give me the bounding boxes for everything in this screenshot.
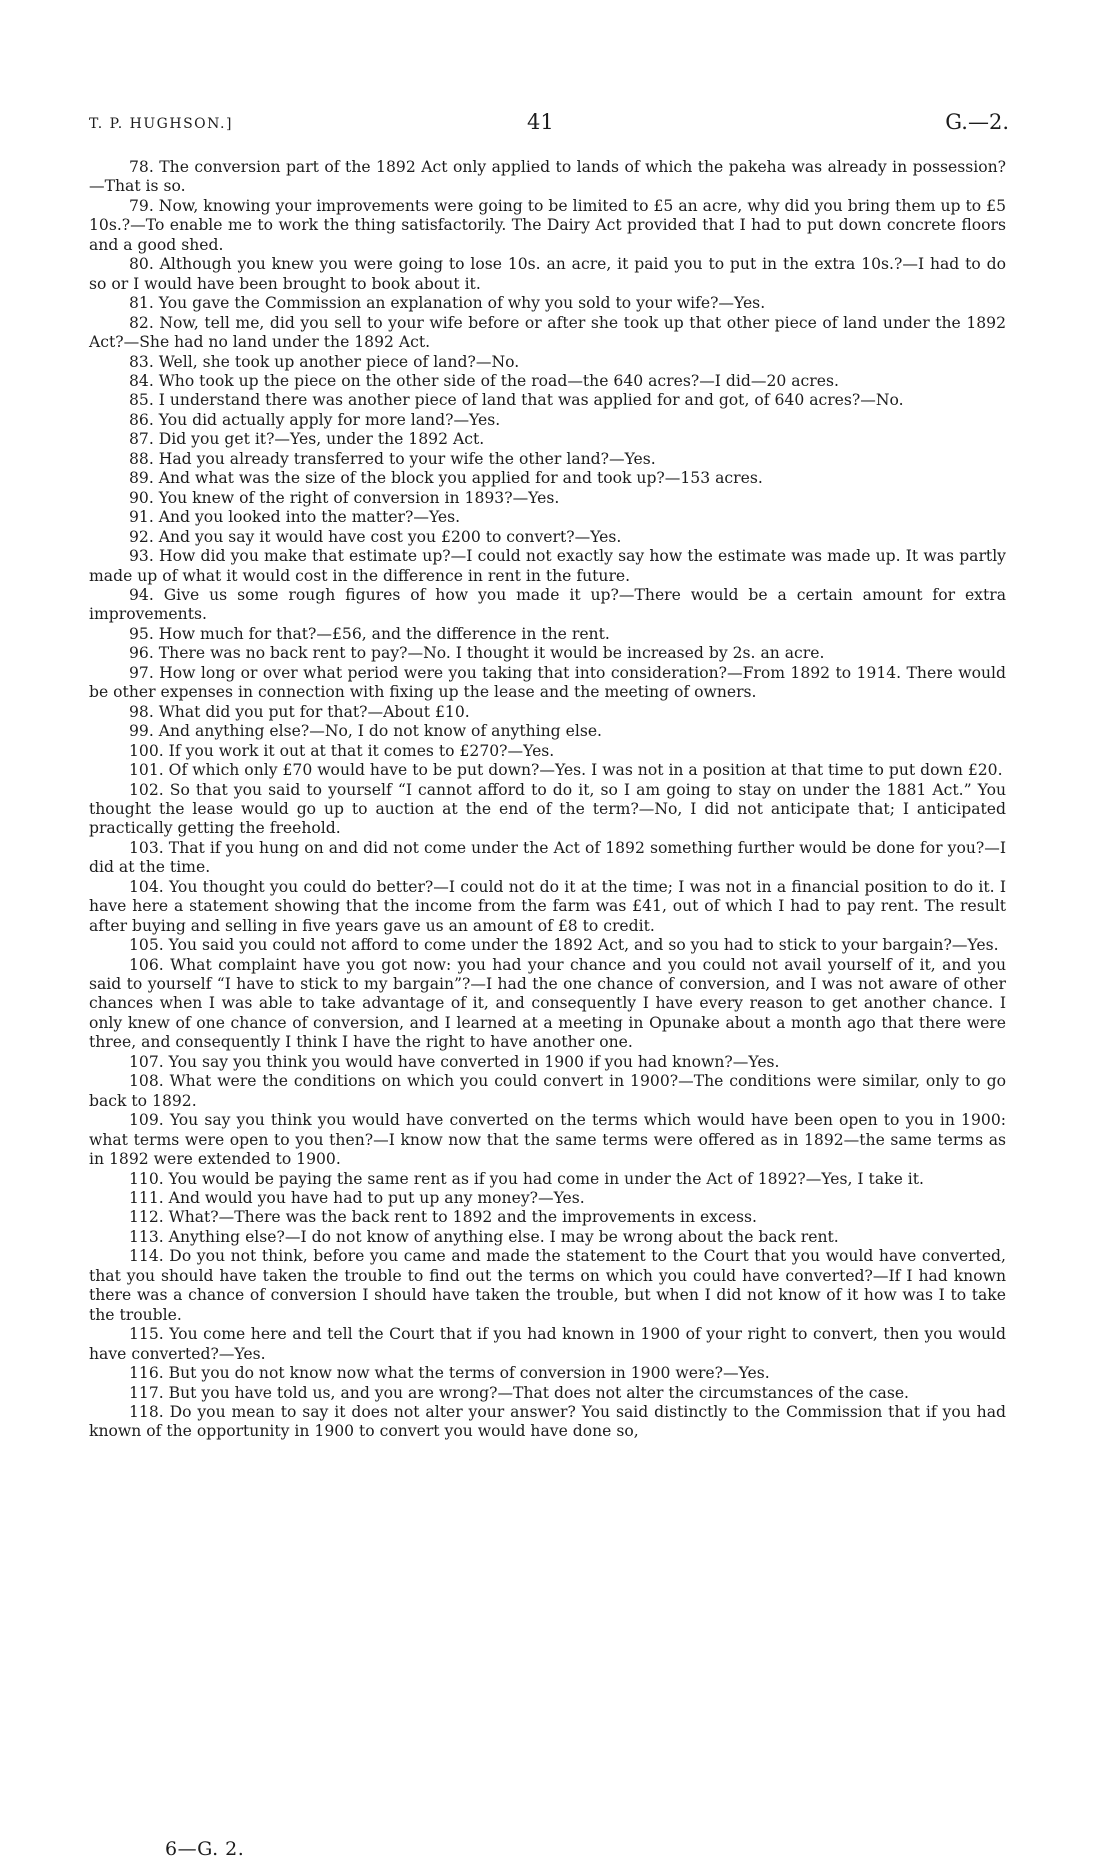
question-answer-paragraph: 118. Do you mean to say it does not alter your answer? You said distinctly to the Commission that if you had known of the opportunity in 1900 to convert you would have done so,: [89, 1403, 1006, 1441]
question-answer-paragraph: 111. And would you have had to put up any money?—Yes.: [129, 1189, 585, 1208]
question-answer-paragraph: 117. But you have told us, and you are wrong?—That does not alter the circumstances of the case.: [129, 1383, 910, 1402]
question-answer-paragraph: 79. Now, knowing your improvements were going to be limited to £5 an acre, why did you bring them up to £5 10s.?—To enable me to work the thing satisfactorily. The Dairy Act provided that I had to put down concrete floors and a good shed.: [89, 196, 1006, 254]
question-answer-paragraph: 83. Well, she took up another piece of land?—No.: [129, 352, 520, 371]
question-answer-paragraph: 80. Although you knew you were going to lose 10s. an acre, it paid you to put in the extra 10s.?—I had to do so or I would have been brought to book about it.: [89, 255, 1006, 293]
question-answer-paragraph: 113. Anything else?—I do not know of anything else. I may be wrong about the back rent.: [129, 1227, 839, 1246]
testimony-body: [89, 158, 1006, 1442]
question-answer-paragraph: 102. So that you said to yourself “I cannot afford to do it, so I am going to stay on under the 1881 Act.” You thought the lease would go up to auction at the end of the term?—No, I did not anticipate that; I anticipated practically getting the freehold.: [89, 780, 1006, 838]
question-answer-paragraph: 89. And what was the size of the block you applied for and took up?—153 acres.: [129, 469, 763, 488]
question-answer-paragraph: 116. But you do not know now what the terms of conversion in 1900 were?—Yes.: [129, 1364, 770, 1383]
question-answer-paragraph: 99. And anything else?—No, I do not know of anything else.: [129, 722, 603, 741]
question-answer-paragraph: 103. That if you hung on and did not come under the Act of 1892 something further would be done for you?—I did at the time.: [89, 838, 1006, 877]
question-answer-paragraph: 108. What were the conditions on which you could convert in 1900?—The conditions were similar, only to go back to 1892.: [89, 1072, 1006, 1110]
question-answer-paragraph: 106. What complaint have you got now: you had your chance and you could not avail yourself of it, and you said to yourself “I have to stick to my bargain”?—I had the one chance of conversion, and I was not aware of other chances when I was able to take advantage of it, and consequently I have every reason to get another chance. I only knew of one chance of conversion, and I learned at a meeting in Opunake about a month ago that there were three, and consequently I think I have the right to have another one.: [89, 955, 1006, 1052]
question-answer-paragraph: 78. The conversion part of the 1892 Act only applied to lands of which the pakeha was already in possession?—That is so.: [89, 158, 1006, 196]
question-answer-paragraph: 85. I understand there was another piece of land that was applied for and got, of 640 acres?—No.: [129, 391, 904, 410]
question-answer-paragraph: 110. You would be paying the same rent as if you had come in under the Act of 1892?—Yes, I take it.: [129, 1169, 924, 1188]
question-answer-paragraph: 96. There was no back rent to pay?—No. I thought it would be increased by 2s. an acre.: [129, 644, 825, 663]
question-answer-paragraph: 107. You say you think you would have converted in 1900 if you had known?—Yes.: [129, 1052, 780, 1071]
question-answer-paragraph: 115. You come here and tell the Court that if you had known in 1900 of your right to convert, then you would have converted?—Yes.: [89, 1325, 1006, 1363]
footer-signature: 6—G. 2.: [165, 1838, 245, 1860]
question-answer-paragraph: 91. And you looked into the matter?—Yes.: [129, 508, 461, 527]
question-answer-paragraph: 109. You say you think you would have converted on the terms which would have been open to you in 1900: what terms were open to you then?—I know now that the same terms were offered as in 1892—the same terms as in 1892 were extended to 1900.: [89, 1111, 1006, 1169]
question-answer-paragraph: 88. Had you already transferred to your wife the other land?—Yes.: [129, 449, 656, 468]
question-answer-paragraph: 82. Now, tell me, did you sell to your wife before or after she took up that other piece of land under the 1892 Act?—She had no land under the 1892 Act.: [89, 313, 1006, 352]
question-answer-paragraph: 90. You knew of the right of conversion in 1893?—Yes.: [129, 488, 560, 507]
question-answer-paragraph: 95. How much for that?—£56, and the difference in the rent.: [129, 624, 610, 643]
question-answer-paragraph: 104. You thought you could do better?—I could not do it at the time; I was not in a financial position to do it. I have here a statement showing that the income from the farm was £41, out of which I had to pay rent. The result after buying and selling in five years gave us an amount of £8 to credit.: [89, 877, 1006, 935]
question-answer-paragraph: 93. How did you make that estimate up?—I could not exactly say how the estimate was made up. It was partly made up of what it would cost in the difference in rent in the future.: [89, 547, 1006, 585]
question-answer-paragraph: 87. Did you get it?—Yes, under the 1892 Act.: [129, 430, 485, 449]
question-answer-paragraph: 101. Of which only £70 would have to be put down?—Yes. I was not in a position at that time to put down £20.: [129, 761, 1003, 780]
question-answer-paragraph: 100. If you work it out at that it comes to £270?—Yes.: [129, 741, 555, 760]
question-answer-paragraph: 105. You said you could not afford to come under the 1892 Act, and so you had to stick to your bargain?—Yes.: [129, 936, 999, 955]
question-answer-paragraph: 98. What did you put for that?—About £10.: [129, 702, 470, 721]
question-answer-paragraph: 86. You did actually apply for more land?—Yes.: [129, 410, 501, 429]
question-answer-paragraph: 94. Give us some rough figures of how you made it up?—There would be a certain amount for extra improvements.: [89, 585, 1006, 624]
page-number: 41: [527, 110, 554, 134]
page-header: [89, 110, 1009, 140]
header-paper-reference: G.—2.: [945, 110, 1009, 134]
question-answer-paragraph: 114. Do you not think, before you came and made the statement to the Court that you would have converted, that you should have taken the trouble to find out the terms on which you could have converted?—If I had known there was a chance of conversion I should have taken the trouble, but when I did not know of it how was I to take the trouble.: [89, 1247, 1006, 1324]
question-answer-paragraph: 97. How long or over what period were you taking that into consideration?—From 1892 to 1914. There would be other expenses in connection with fixing up the lease and the meeting of owners.: [89, 663, 1006, 702]
question-answer-paragraph: 92. And you say it would have cost you £200 to convert?—Yes.: [129, 527, 622, 546]
header-witness-name: T. P. HUGHSON.]: [89, 116, 233, 132]
question-answer-paragraph: 84. Who took up the piece on the other side of the road—the 640 acres?—I did—20 acres.: [129, 371, 839, 390]
question-answer-paragraph: 112. What?—There was the back rent to 1892 and the improvements in excess.: [129, 1208, 757, 1227]
question-answer-paragraph: 81. You gave the Commission an explanation of why you sold to your wife?—Yes.: [129, 294, 766, 313]
